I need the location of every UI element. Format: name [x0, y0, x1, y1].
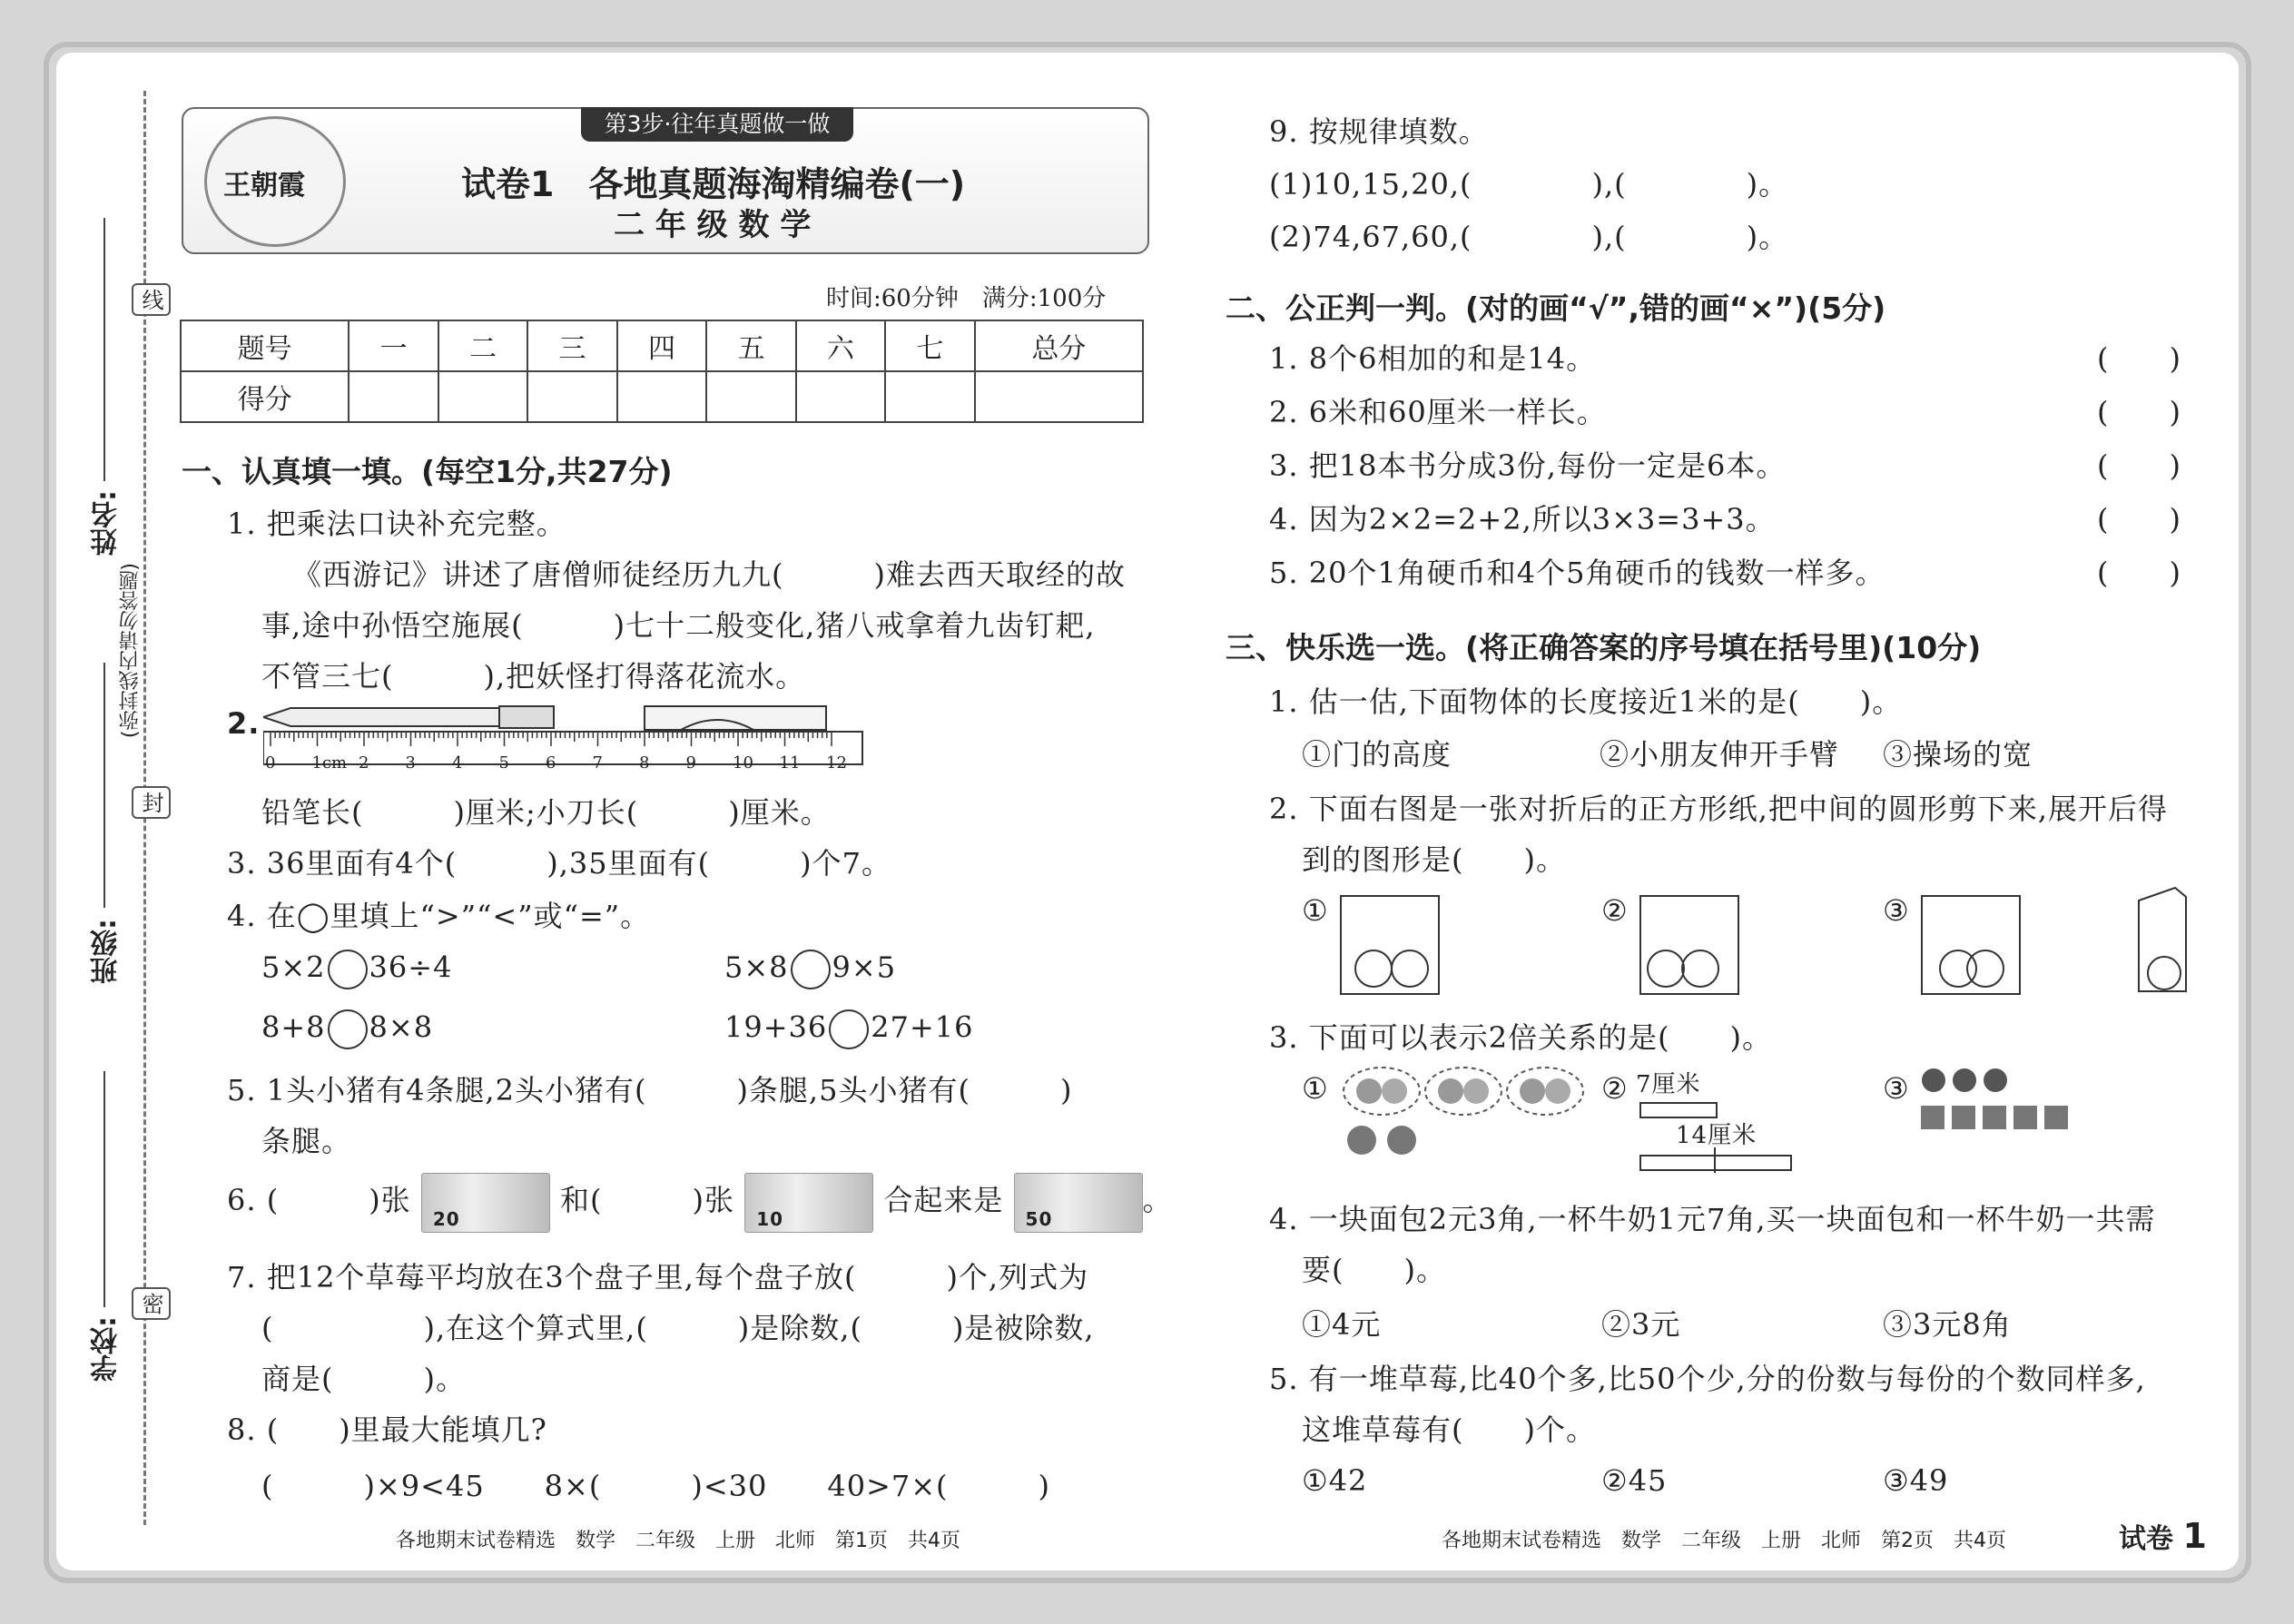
circle-shape: [1391, 950, 1429, 988]
circle-shape: [1681, 950, 1719, 988]
judge-item: 2. 6米和60厘米一样长。: [1269, 395, 1607, 429]
page-subtitle: 二 年 级 数 学: [614, 207, 812, 243]
score-cell[interactable]: [349, 371, 438, 422]
judge-answer-paren[interactable]: ( ): [2097, 502, 2181, 536]
ruler-tick-label: 7: [592, 753, 603, 773]
q6-end: 。: [1142, 1183, 1173, 1217]
folded-square-option2: [1639, 895, 1739, 995]
page-title: 试卷1 各地真题海淘精编卷(一): [461, 164, 966, 204]
judge-item: 5. 20个1角硬币和4个5角硬币的钱数一样多。: [1269, 556, 1885, 590]
section3-title: 三、快乐选一选。(将正确答案的序号填在括号里)(10分): [1226, 630, 1982, 665]
paper-badge: [2119, 1516, 2207, 1556]
s1-q7-line1: 7. 把12个草莓平均放在3个盘子里,每个盘子放( )个,列式为: [227, 1260, 1089, 1294]
ruler-tick-label: 11: [779, 753, 801, 773]
score-header-row: [181, 320, 1143, 371]
circle-shape: [1966, 950, 2004, 988]
s3-q2-label3[interactable]: ③: [1883, 893, 1910, 928]
s3-q2-label1[interactable]: ①: [1302, 893, 1329, 928]
s1-q2-text: 铅笔长( )厘米;小刀长( )厘米。: [261, 795, 831, 830]
folded-square-option1: [1340, 895, 1440, 995]
badge-label: 试卷: [2119, 1523, 2173, 1555]
length-label-14cm: 14厘米: [1676, 1122, 1757, 1149]
judge-answer-paren[interactable]: ( ): [2097, 448, 2181, 483]
expr-right: 8×8: [369, 1009, 434, 1045]
folded-paper-figure: [2135, 884, 2190, 995]
s1-q4-c: [261, 1009, 433, 1049]
seal-mark-mi: 密: [132, 1287, 171, 1320]
s3-q5-opt1[interactable]: ①42: [1302, 1463, 1368, 1498]
expr-left: 5×8: [724, 950, 789, 985]
s3-q1-opt1[interactable]: ①门的高度: [1302, 737, 1452, 772]
score-col-6: 六: [796, 320, 885, 371]
s3-q3-label3[interactable]: ③: [1883, 1071, 1910, 1106]
q6-part-a: 6. ( )张: [227, 1183, 411, 1217]
ruler-tick-label: 8: [639, 753, 650, 773]
s3-q5-line1: 5. 有一堆草莓,比40个多,比50个少,分的份数与每份的个数同样多,: [1269, 1362, 2146, 1396]
s1-q4-d: [724, 1009, 974, 1049]
score-cell[interactable]: [438, 371, 527, 422]
s3-q4-line1: 4. 一块面包2元3角,一杯牛奶1元7角,买一块面包和一杯牛奶一共需: [1269, 1202, 2156, 1236]
ruler-tick-label: 9: [685, 753, 696, 773]
s1-q4: 4. 在◯里填上“>”“<”或“=”。: [227, 899, 651, 933]
s1-q4-a: [261, 950, 452, 989]
s3-q5-line2: 这堆草莓有( )个。: [1302, 1412, 1596, 1447]
s3-q3-label2[interactable]: ②: [1601, 1071, 1629, 1106]
s1-q8: 8. ( )里最大能填几?: [227, 1412, 547, 1447]
s1-q1: 1. 把乘法口诀补充完整。: [227, 507, 566, 541]
judge-answer-paren[interactable]: ( ): [2097, 556, 2181, 590]
expr-left: 8+8: [261, 1009, 326, 1045]
s3-q4-opt1[interactable]: ①4元: [1302, 1307, 1382, 1342]
ruler-tick-label: 3: [405, 753, 416, 773]
s1-q6: [227, 1171, 1173, 1233]
footer-right: 各地期末试卷精选 数学 二年级 上册 北师 第2页 共4页: [1442, 1530, 2006, 1552]
bar-divider: [1714, 1147, 1716, 1173]
q6-part-c: 合起来是: [883, 1183, 1004, 1217]
expr-right: 27+16: [871, 1009, 974, 1045]
footer-left: 各地期末试卷精选 数学 二年级 上册 北师 第1页 共4页: [396, 1530, 960, 1552]
s1-q7-line2: ( ),在这个算式里,( )是除数,( )是被除数,: [261, 1311, 1095, 1345]
score-cell[interactable]: [706, 371, 795, 422]
ruler-tick-label: 0: [265, 753, 276, 773]
knife-shape: [645, 706, 826, 730]
s1-q8-items: ( )×9<45 8×( )<30 40>7×( ): [261, 1469, 1051, 1503]
school-line[interactable]: [103, 1071, 105, 1307]
score-col-1: 一: [349, 320, 438, 371]
s3-q3-label1[interactable]: ①: [1302, 1071, 1329, 1106]
s1-q7-line3: 商是( )。: [261, 1362, 466, 1396]
ruler-tick-label: 12: [826, 753, 847, 773]
s3-q1-opt2[interactable]: ②小朋友伸开手臂: [1600, 737, 1840, 772]
s3-q2-line2: 到的图形是( )。: [1302, 842, 1566, 877]
badge-number: 1: [2182, 1516, 2207, 1556]
class-label: 班级:: [91, 919, 123, 984]
ruler-tick-label: 1cm: [311, 753, 348, 773]
seal-mark-feng: 封: [132, 786, 171, 819]
q9-line1: (1)10,15,20,( ),( )。: [1269, 167, 1789, 202]
ruler-tick-label: 10: [733, 753, 753, 773]
name-label: 姓名:: [91, 490, 123, 556]
s3-q5-opt2[interactable]: ②45: [1601, 1463, 1668, 1498]
compare-circle[interactable]: [328, 950, 368, 989]
compare-circle[interactable]: [791, 950, 831, 989]
bill-value: 20: [432, 1207, 460, 1230]
ruler-tick-label: 5: [498, 753, 509, 773]
ruler-tick-label: 6: [546, 753, 556, 773]
section2-title: 二、公正判一判。(对的画“√”,错的画“×”)(5分): [1226, 290, 1886, 326]
banknote-50: [1014, 1173, 1143, 1233]
s3-q2-line1: 2. 下面右图是一张对折后的正方形纸,把中间的圆形剪下来,展开后得: [1269, 792, 2169, 826]
s1-q3: 3. 36里面有4个( ),35里面有( )个7。: [227, 846, 891, 881]
compare-circle[interactable]: [829, 1009, 869, 1049]
banknote-20: [421, 1173, 550, 1233]
step-banner: 第3步·往年真题做一做: [581, 107, 853, 142]
judge-item: 1. 8个6相加的和是14。: [1269, 341, 1597, 376]
score-row-label: 得分: [181, 371, 349, 422]
expr-right: 36÷4: [369, 950, 453, 985]
s1-q5-line1: 5. 1头小猪有4条腿,2头小猪有( )条腿,5头小猪有( ): [227, 1073, 1073, 1107]
s3-q5-opt3[interactable]: ③49: [1883, 1463, 1949, 1498]
bill-value: 10: [756, 1207, 784, 1230]
judge-answer-paren[interactable]: ( ): [2097, 341, 2181, 376]
score-col-head: 题号: [181, 320, 349, 371]
compare-circle[interactable]: [328, 1009, 368, 1049]
seal-notice: (弥封线内请勿答题): [119, 563, 142, 739]
seal-mark-xian: 线: [132, 283, 171, 316]
circle-shape: [1647, 950, 1685, 988]
ruler-tick-label: 2: [359, 753, 369, 773]
score-col-2: 二: [438, 320, 527, 371]
q9-title: 9. 按规律填数。: [1269, 114, 1489, 149]
expr-left: 5×2: [261, 950, 326, 985]
expr-right: 9×5: [832, 950, 897, 985]
s3-q3: 3. 下面可以表示2倍关系的是( )。: [1269, 1020, 1773, 1055]
s1-q4-b: [724, 950, 896, 989]
ruler-tick-label: 4: [452, 753, 463, 773]
score-cell[interactable]: [975, 371, 1143, 422]
long-bar: [1639, 1155, 1792, 1171]
score-table: [180, 320, 1144, 423]
class-line[interactable]: [103, 663, 105, 908]
circle-shape: [1354, 950, 1393, 988]
pencil-end: [499, 706, 554, 728]
logo-text: 王朝霞: [223, 170, 305, 202]
s1-q1-line3: 不管三七( ),把妖怪打得落花流水。: [261, 659, 806, 694]
expr-left: 19+36: [724, 1009, 828, 1045]
dots-squares-figure: [1921, 1066, 2084, 1138]
folded-square-option3: [1921, 895, 2021, 995]
score-cell[interactable]: [617, 371, 706, 422]
time-info: 时间:60分钟 满分:100分: [826, 285, 1107, 312]
s1-q1-line1: 《西游记》讲述了唐僧师徒经历九九( )难去西天取经的故: [292, 557, 1126, 592]
s1-q1-line2: 事,途中孙悟空施展( )七十二般变化,猪八戒拿着九齿钉耙,: [261, 608, 1096, 643]
score-cell[interactable]: [527, 371, 616, 422]
bill-value: 50: [1025, 1207, 1053, 1230]
s1-q5-line2: 条腿。: [261, 1124, 352, 1158]
name-line[interactable]: [103, 218, 105, 481]
judge-item: 3. 把18本书分成3份,每份一定是6本。: [1269, 448, 1787, 483]
s3-q1-opt3[interactable]: ③操场的宽: [1883, 737, 2033, 772]
score-cell[interactable]: [885, 371, 974, 422]
q6-part-b: 和( )张: [560, 1183, 735, 1217]
logo: [204, 116, 346, 247]
score-col-total: 总分: [975, 320, 1143, 371]
score-col-5: 五: [706, 320, 795, 371]
judge-item: 4. 因为2×2=2+2,所以3×3=3+3。: [1269, 502, 1776, 536]
s3-q1: 1. 估一估,下面物体的长度接近1米的是( )。: [1269, 684, 1903, 719]
school-label: 学校:: [91, 1316, 123, 1382]
s3-q4-line2: 要( )。: [1302, 1253, 1446, 1287]
score-row: [181, 371, 1143, 422]
strawberry-groups-figure: [1342, 1064, 1587, 1166]
section1-title: 一、认真填一填。(每空1分,共27分): [182, 454, 673, 489]
score-col-4: 四: [617, 320, 706, 371]
q9-line2: (2)74,67,60,( ),( )。: [1269, 220, 1789, 254]
score-col-3: 三: [527, 320, 616, 371]
banknote-10: [744, 1173, 873, 1233]
length-label-7cm: 7厘米: [1636, 1071, 1701, 1098]
judge-answer-paren[interactable]: ( ): [2097, 395, 2181, 429]
s3-q4-opt2[interactable]: ②3元: [1601, 1307, 1681, 1342]
score-col-7: 七: [885, 320, 974, 371]
ruler-body: [263, 732, 862, 764]
s3-q4-opt3[interactable]: ③3元8角: [1883, 1307, 2012, 1342]
score-cell[interactable]: [796, 371, 885, 422]
s1-q2-number: 2.: [227, 706, 261, 741]
s3-q2-label2[interactable]: ②: [1601, 893, 1629, 928]
